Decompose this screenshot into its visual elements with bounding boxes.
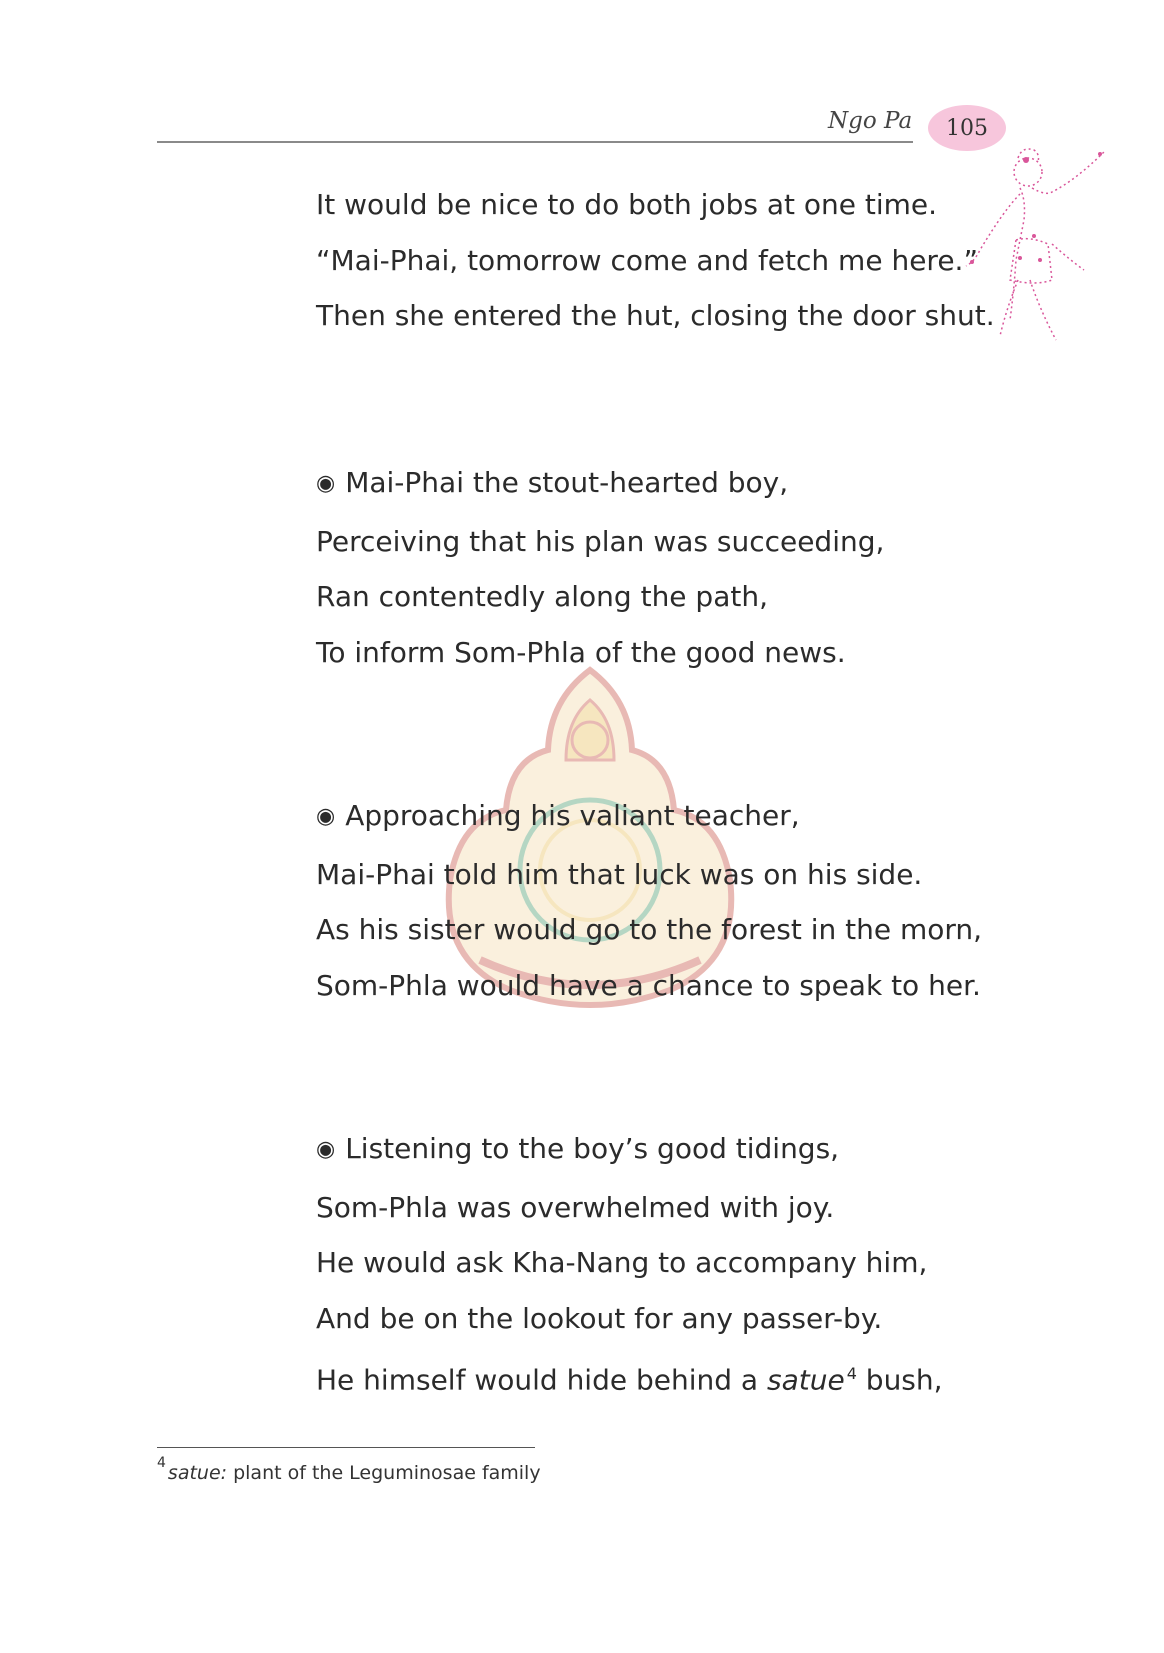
verse-line: Som-Phla was overwhelmed with joy.: [316, 1190, 835, 1224]
verse-line: [316, 1121, 943, 1180]
stanza-2: [316, 455, 884, 680]
verse-line: To inform Som-Phla of the good news.: [316, 635, 846, 669]
verse-line: Perceiving that his plan was succeeding,: [316, 524, 885, 558]
bullet-icon: ◉: [316, 471, 336, 496]
footnote-term: satue:: [167, 1462, 228, 1484]
verse-line: And be on the lookout for any passer-by.: [316, 1301, 883, 1335]
verse-line: Ran contentedly along the path,: [316, 580, 768, 613]
running-title: Ngo Pa: [828, 108, 913, 134]
bullet-icon: ◉: [316, 1137, 336, 1162]
verse-line: As his sister would go to the forest in the morn,: [316, 913, 983, 946]
footnote-text: plant of the Leguminosae family: [227, 1462, 541, 1484]
verse-text: He himself would hide behind a: [316, 1363, 767, 1397]
footnote-reference[interactable]: 4: [846, 1364, 857, 1383]
page-number: 105: [928, 105, 1006, 151]
bullet-icon: ◉: [316, 804, 336, 829]
stanza-1: [316, 177, 995, 344]
verse-line: Mai-Phai told him that luck was on his side.: [316, 857, 923, 891]
header-rule: [157, 141, 913, 143]
verse-text: Approaching his valiant teacher,: [345, 799, 800, 832]
footnote: [157, 1455, 541, 1484]
verse-text: Listening to the boy’s good tidings,: [345, 1132, 840, 1165]
verse-line: Som-Phla would have a chance to speak to her.: [316, 968, 981, 1002]
footnote-mark: 4: [157, 1455, 166, 1471]
verse-line: [316, 788, 982, 847]
verse-text: bush,: [856, 1363, 943, 1397]
verse-line: [316, 1346, 943, 1408]
stanza-3: [316, 788, 982, 1013]
verse-line: Then she entered the hut, closing the door shut.: [316, 299, 995, 332]
stanza-4: [316, 1121, 943, 1408]
verse-text: Mai-Phai the stout-hearted boy,: [345, 466, 789, 499]
verse-line: “Mai-Phai, tomorrow come and fetch me here.”: [316, 243, 978, 277]
verse-line: He would ask Kha-Nang to accompany him,: [316, 1246, 928, 1279]
footnote-rule: [157, 1447, 535, 1448]
glossary-term: satue: [767, 1363, 845, 1397]
verse-line: It would be nice to do both jobs at one time.: [316, 188, 938, 221]
verse-line: [316, 455, 884, 514]
